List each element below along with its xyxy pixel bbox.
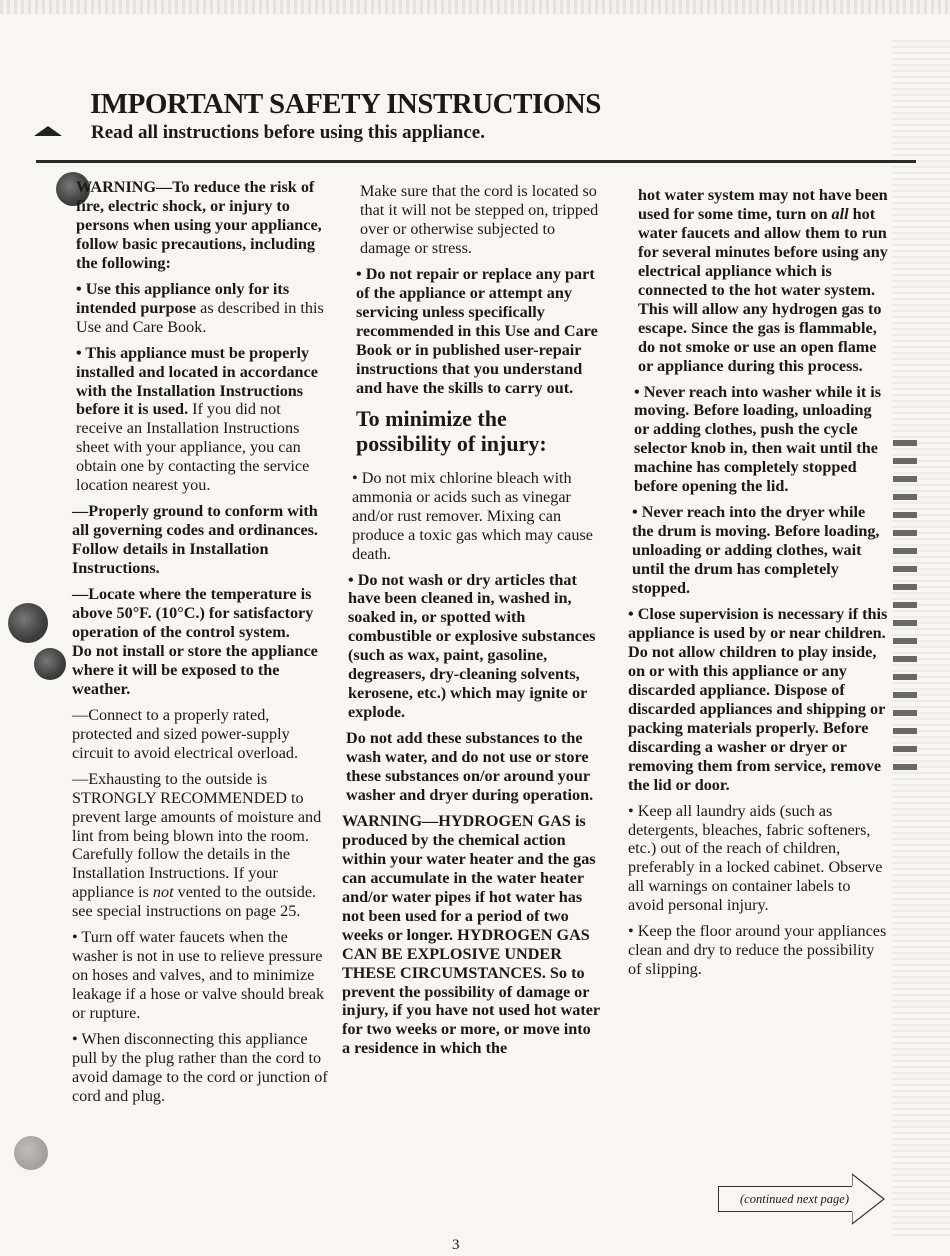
page-subtitle: Read all instructions before using this appliance. xyxy=(91,122,485,143)
hydrogen-warning-paragraph: WARNING—HYDROGEN GAS is produced by the chemical action within your water heater and the gas can accumulate in the water heater and/or water pipes if hot water has not been used for a period of two weeks or longer. HYDROGEN GAS CAN BE EXPLOSIVE UNDER THESE CIRCUMSTANCES. So to prevent the possibility of damage or injury, if you have not used hot water for two weeks or more, or move into a residence in which the xyxy=(342,811,600,1058)
page-number: 3 xyxy=(452,1237,460,1253)
column-2 xyxy=(338,182,600,1065)
arrow-right-icon xyxy=(852,1172,886,1226)
paragraph: —Properly ground to conform with all governing codes and ordinances. Follow details in Installation Instructions. xyxy=(72,502,318,578)
warning-paragraph: WARNING—To reduce the risk of fire, electric shock, or injury to persons when using your appliance, follow basic precautions, including the following: xyxy=(76,178,322,272)
paragraph: —Exhausting to the outside is STRONGLY RECOMMENDED to prevent large amounts of moisture and lint from being blown into the room. Carefully follow the details in the Installation Instructions. If your appliance is not vented to the outside. see special instructions on page 25. xyxy=(72,769,322,921)
paragraph: Make sure that the cord is located so that it will not be stepped on, tripped over or otherwise subjected to damage or stress. xyxy=(360,182,599,257)
divider xyxy=(36,160,916,163)
caution-triangle-icon xyxy=(34,126,62,136)
paragraph: • Do not mix chlorine bleach with ammonia or acids such as vinegar and/or rust remover. Mixing can produce a toxic gas which may cause death. xyxy=(352,468,593,563)
paragraph: • Do not wash or dry articles that have been cleaned in, washed in, soaked in, or spotted with combustible or explosive substances (such as wax, paint, gasoline, degreasers, dry-cleaning solvents, kerosene, etc.) which may ignite or explode. xyxy=(348,570,596,722)
paragraph: • Use this appliance only for its intended purpose as described in this Use and Care Book. xyxy=(76,279,324,336)
scan-artifact-top xyxy=(0,0,950,14)
paragraph: • Turn off water faucets when the washer is not in use to relieve pressure on hoses and valves, and to minimize leakage if a hose or valve should break or rupture. xyxy=(72,928,325,1023)
paragraph: • Never reach into washer while it is moving. Before loading, unloading or adding clothes, push the cycle selector knob in, then wait until the machine has completely stopped before opening the lid. xyxy=(634,382,882,496)
column-3 xyxy=(628,186,890,986)
paragraph: • This appliance must be properly installed and located in accordance with the Installation Instructions before it is used. If you did not receive an Installation Instructions sheet with your appliance, you can obtain one by contacting the service location nearest you. xyxy=(76,343,318,495)
section-heading: To minimize the possibility of injury: xyxy=(356,406,547,457)
paragraph: • Keep all laundry aids (such as detergents, bleaches, fabric softeners, etc.) out of the reach of children, preferably in a locked cabinet. Observe all warnings on container labels to avoid personal injury. xyxy=(628,801,883,915)
paragraph: —Connect to a properly rated, protected and sized power-supply circuit to avoid electrical overload. xyxy=(72,705,299,762)
column-1 xyxy=(50,178,330,1113)
punch-hole xyxy=(14,1136,48,1170)
continued-next-page-label: (continued next page) xyxy=(718,1186,853,1212)
paragraph: • Close supervision is necessary if this appliance is used by or near children. Do not allow children to play inside, on or with this appliance or any discarded appliance. Dispose of discarded appliances and shipping or packing materials properly. Before discarding a washer or dryer or removing them from service, remove the lid or door. xyxy=(628,605,888,794)
page-title: IMPORTANT SAFETY INSTRUCTIONS xyxy=(90,88,601,120)
paragraph: Do not add these substances to the wash water, and do not use or store these substances on/or around your washer and dryer during operation. xyxy=(346,729,594,804)
paragraph: • When disconnecting this appliance pull by the plug rather than the cord to avoid damage to the cord or junction of cord and plug. xyxy=(72,1030,328,1105)
punch-hole xyxy=(8,603,48,643)
paragraph: • Do not repair or replace any part of the appliance or attempt any servicing unless specifically recommended in this Use and Care Book or in published user-repair instructions that you understand and have the skills to carry out. xyxy=(356,264,598,397)
paragraph: —Locate where the temperature is above 50°F. (10°C.) for satisfactory operation of the control system. xyxy=(72,585,314,641)
paragraph: • Never reach into the dryer while the drum is moving. Before loading, unloading or adding clothes, wait until the drum has completely stopped. xyxy=(632,503,880,598)
paragraph: • Keep the floor around your appliances clean and dry to reduce the possibility of slipping. xyxy=(628,922,887,979)
edge-registration-marks xyxy=(893,440,917,782)
paragraph: hot water system may not have been used for some time, turn on all hot water faucets and allow them to run for several minutes before using any electrical appliance which is connected to the hot water system. This will allow any hydrogen gas to escape. Since the gas is flammable, do not smoke or use an open flame or appliance during this process. xyxy=(638,186,888,375)
paragraph: Do not install or store the appliance where it will be exposed to the weather. xyxy=(72,641,318,698)
